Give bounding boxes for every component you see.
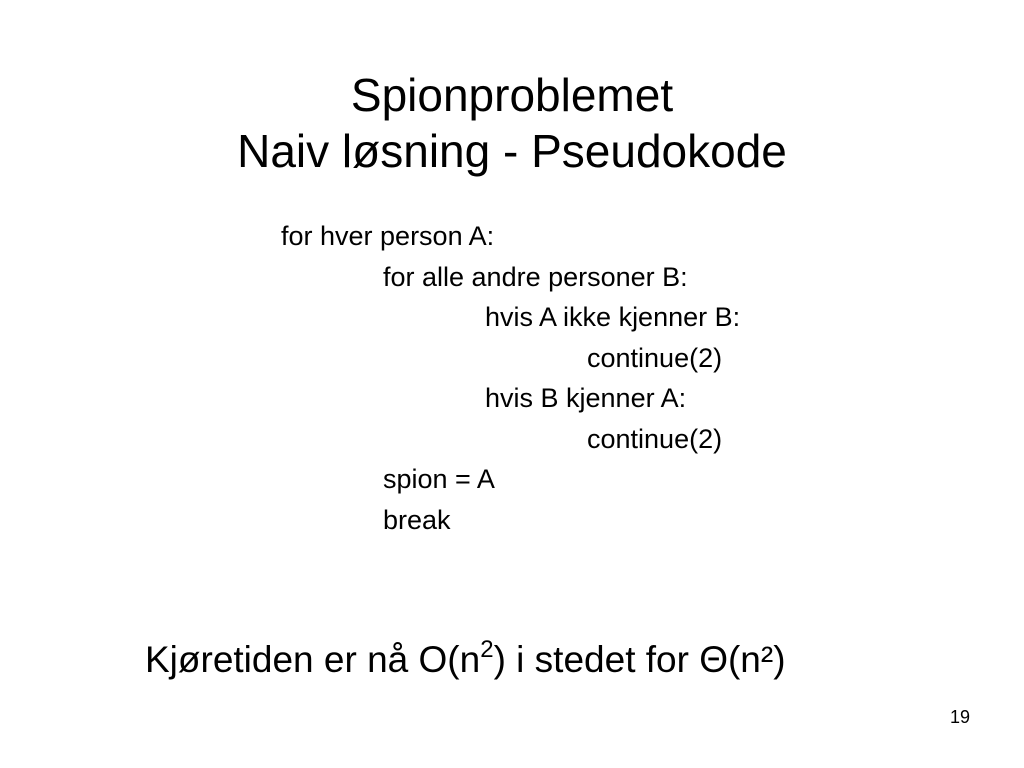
runtime-prefix: Kjøretiden er nå O(n [145,639,481,680]
pseudocode-line: hvis A ikke kjenner B: [485,302,741,332]
title-line-1: Spionproblemet [350,68,674,121]
runtime-suffix: ) i stedet for Θ(n²) [493,639,786,680]
title-line-2: Naiv løsning - Pseudokode [237,124,787,177]
slide-title [0,67,1024,179]
page-number: 19 [949,707,970,727]
pseudocode-line: for alle andre personer B: [383,261,688,292]
runtime-exponent: 2 [480,635,494,663]
pseudocode-line: continue(2) [587,342,723,373]
pseudocode-line: spion = A [383,464,495,494]
pseudocode-block [281,216,740,540]
pseudocode-line: for hver person A: [281,221,495,251]
pseudocode-line: break [383,504,451,535]
runtime-note [145,636,786,684]
pseudocode-line: continue(2) [587,423,723,454]
pseudocode-line: hvis B kjenner A: [485,383,687,413]
